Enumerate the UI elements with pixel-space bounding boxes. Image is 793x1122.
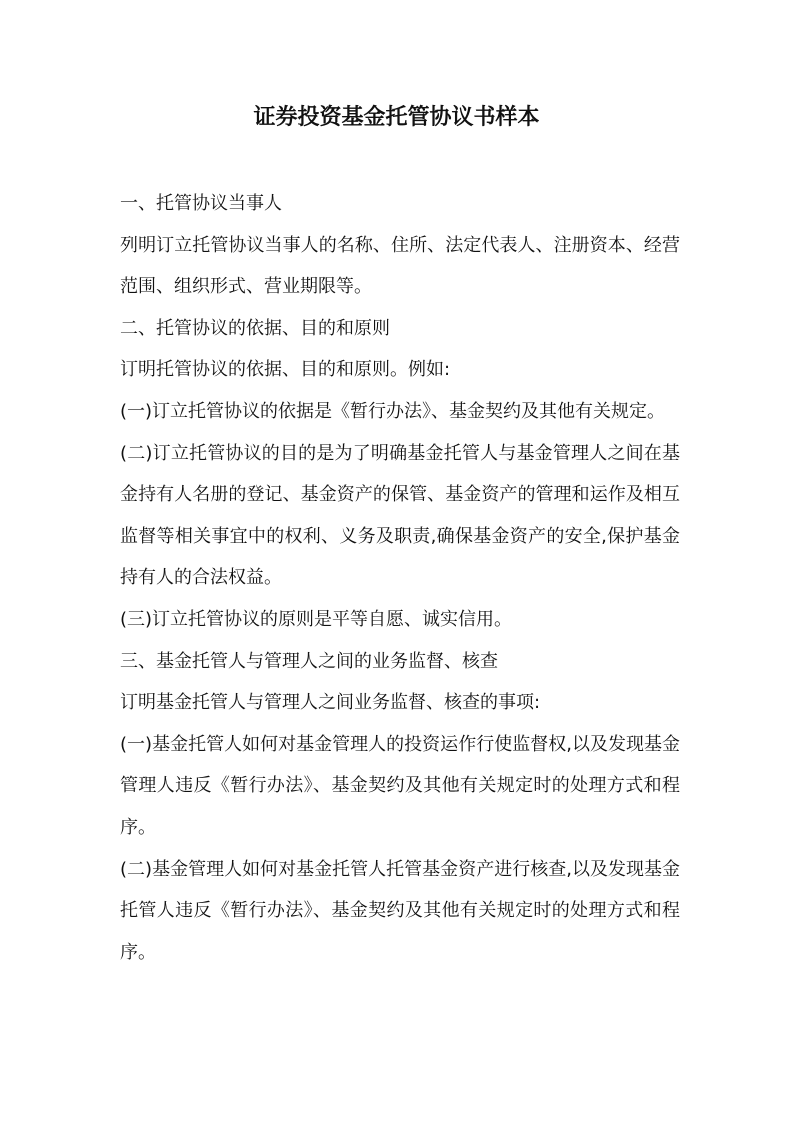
- document-body: [120, 183, 680, 973]
- section-heading-supervision: 三、基金托管人与管理人之间的业务监督、核查: [120, 650, 498, 672]
- document-title: 证券投资基金托管协议书样本: [253, 105, 540, 130]
- paragraph-supervision-intro: 订明基金托管人与管理人之间业务监督、核查的事项:: [120, 692, 541, 714]
- section-heading-basis: 二、托管协议的依据、目的和原则: [120, 317, 390, 339]
- paragraph-supervision-item-1: (一)基金托管人如何对基金管理人的投资运作行使监督权,以及发现基金管理人违反《暂行办法》、基金契约及其他有关规定时的处理方式和程序。: [120, 733, 680, 838]
- paragraph-basis-item-3: (三)订立托管协议的原则是平等自愿、诚实信用。: [120, 608, 513, 630]
- paragraph-supervision-item-2: (二)基金管理人如何对基金托管人托管基金资产进行核查,以及发现基金托管人违反《暂行办法》、基金契约及其他有关规定时的处理方式和程序。: [120, 858, 680, 963]
- paragraph-basis-item-1: (一)订立托管协议的依据是《暂行办法》、基金契约及其他有关规定。: [120, 400, 666, 422]
- paragraph-basis-intro: 订明托管协议的依据、目的和原则。例如:: [120, 359, 451, 381]
- paragraph-basis-item-2: (二)订立托管协议的目的是为了明确基金托管人与基金管理人之间在基金持有人名册的登记、基金资产的保管、基金资产的管理和运作及相互监督等相关事宜中的权利、义务及职责,确保基金资产的安全,保护基金持有人的合法权益。: [120, 442, 680, 589]
- section-heading-parties: 一、托管协议当事人: [120, 193, 282, 214]
- paragraph-parties-detail: 列明订立托管协议当事人的名称、住所、法定代表人、注册资本、经营范围、组织形式、营业期限等。: [120, 234, 680, 298]
